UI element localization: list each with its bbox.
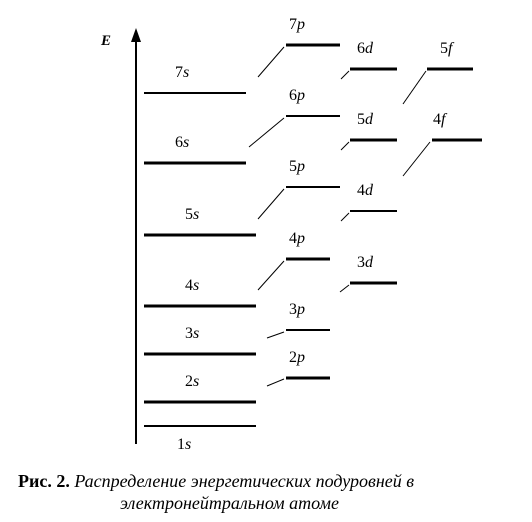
level-connector-4f	[403, 142, 430, 176]
level-3p	[267, 301, 330, 338]
caption-text-1: Распределение энергетических подуровней в	[69, 471, 415, 491]
level-label-5p: 5p	[289, 158, 305, 175]
level-connector-4d	[341, 213, 349, 221]
level-7p	[258, 16, 340, 77]
level-label-7p: 7p	[289, 16, 305, 33]
level-label-3d: 3d	[357, 254, 373, 271]
level-connector-5p	[258, 189, 284, 219]
level-4d	[341, 182, 397, 221]
level-6d	[341, 40, 397, 79]
level-label-2p: 2p	[289, 349, 305, 366]
level-2s	[144, 373, 256, 402]
level-label-3p: 3p	[289, 301, 305, 318]
level-6s	[144, 134, 246, 163]
level-5s	[144, 206, 256, 235]
level-label-4f: 4f	[433, 111, 446, 128]
figure-number-separator: .	[65, 471, 70, 491]
level-label-3s: 3s	[185, 325, 200, 342]
level-6p	[249, 87, 340, 147]
level-connector-5f	[403, 71, 426, 104]
figure-number: Рис. 2	[18, 471, 66, 491]
level-4p	[258, 230, 330, 290]
figure-caption	[0, 470, 532, 514]
energy-axis-label: E	[101, 33, 112, 49]
level-label-1s: 1s	[177, 436, 192, 453]
caption-line-2: электронейтральном атоме	[120, 493, 339, 513]
level-connector-4p	[258, 261, 284, 290]
level-4s	[144, 277, 256, 306]
level-5p	[258, 158, 340, 219]
level-3s	[144, 325, 256, 354]
level-connector-3d	[340, 285, 349, 292]
level-label-7s: 7s	[175, 64, 190, 81]
level-connector-5d	[341, 142, 349, 150]
level-2p	[267, 349, 330, 386]
level-label-4p: 4p	[289, 230, 305, 247]
caption-line-1	[0, 470, 532, 492]
level-label-6s: 6s	[175, 134, 190, 151]
level-4f	[403, 111, 482, 176]
level-label-6d: 6d	[357, 40, 373, 57]
level-7s	[144, 64, 246, 93]
level-5d	[341, 111, 397, 150]
level-5f	[403, 40, 473, 104]
level-label-5f: 5f	[440, 40, 453, 57]
level-connector-2p	[267, 379, 284, 386]
level-label-4d: 4d	[357, 182, 373, 199]
level-label-5s: 5s	[185, 206, 200, 223]
energy-axis-arrowhead	[131, 28, 141, 42]
level-label-2s: 2s	[185, 373, 200, 390]
levels-layer	[144, 16, 482, 453]
level-connector-6p	[249, 118, 284, 147]
level-label-4s: 4s	[185, 277, 200, 294]
level-label-5d: 5d	[357, 111, 373, 128]
level-connector-6d	[341, 71, 349, 79]
level-connector-7p	[258, 47, 284, 77]
level-label-6p: 6p	[289, 87, 305, 104]
level-1s	[144, 426, 256, 453]
level-3d	[340, 254, 397, 292]
level-connector-3p	[267, 332, 284, 338]
